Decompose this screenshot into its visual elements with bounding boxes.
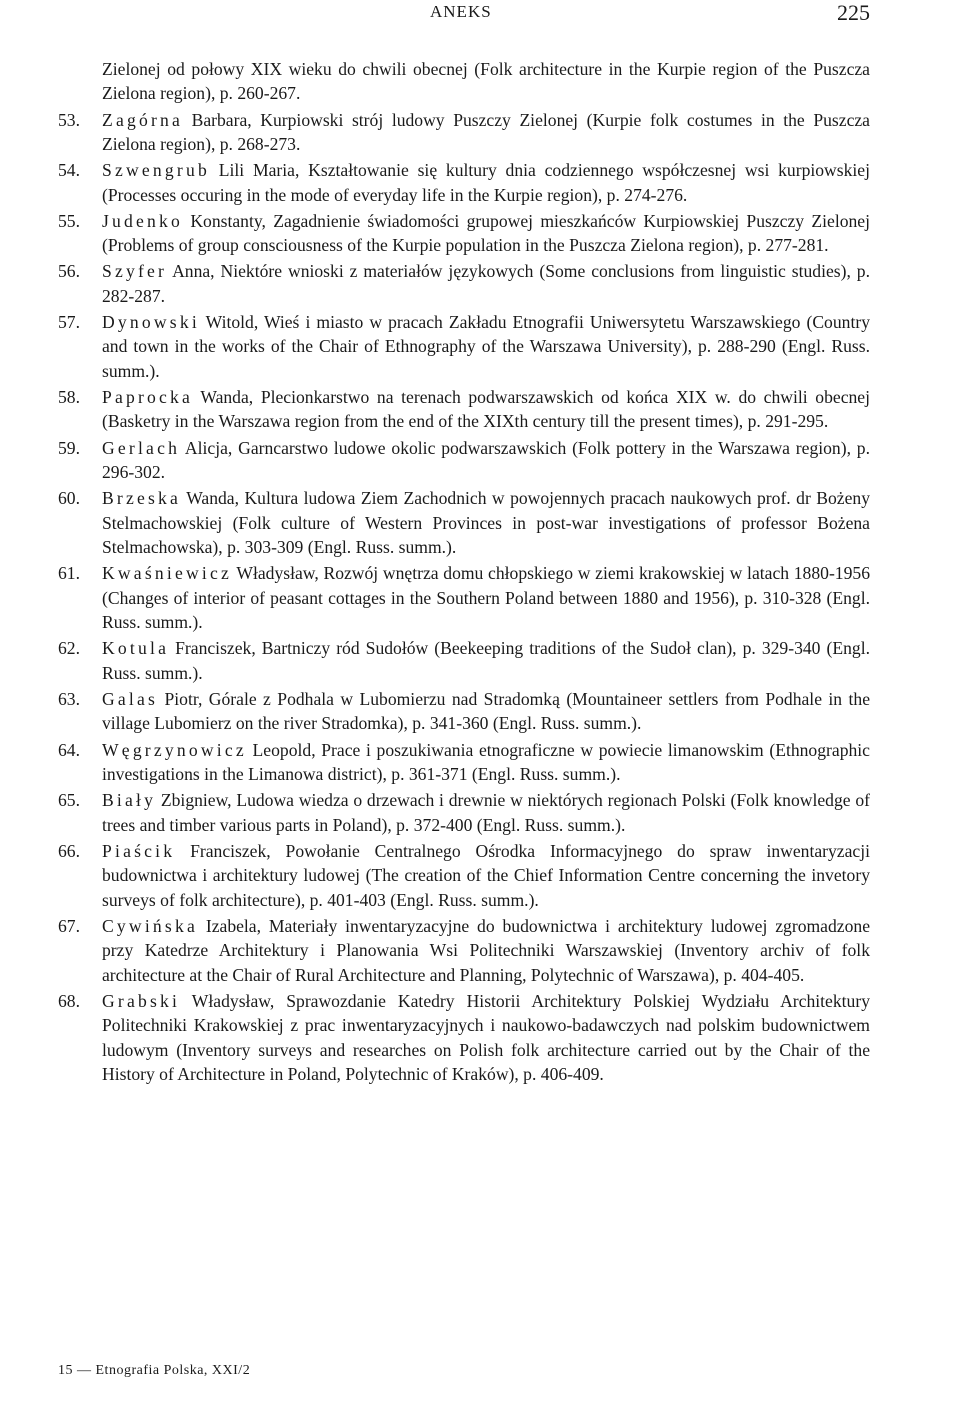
bibliography-entry: [58, 839, 870, 912]
entry-author: Brzeska: [102, 488, 182, 509]
entry-author: Kotula: [102, 638, 170, 659]
entry-author: Judenko: [102, 210, 184, 231]
bibliography-entry: [58, 436, 870, 485]
entry-text: Alicja, Garncarstwo ludowe okolic podwarszawskich (Folk pottery in the Warszawa region), p. 296-302.: [102, 437, 870, 483]
page-number: 225: [837, 0, 870, 25]
entry-number: 59.: [58, 437, 80, 458]
entry-author: Galas: [102, 688, 159, 709]
entry-text: Władysław, Sprawozdanie Katedry Historii Architektury Polskiej Wydziału Architektury Politechniki Krakowskiej z prac inwentaryzacyjnych i naukowo-badawczych nad polskim budownictwem ludowym (Inventory surveys and researches on Polish folk architecture carried out by the Chair of the History of Architecture in Poland, Polytechnic of Kraków), p. 406-409.: [102, 990, 870, 1084]
entry-author: Paprocka: [102, 387, 194, 408]
entry-number: 57.: [58, 312, 80, 333]
running-title: ANEKS: [430, 2, 492, 21]
entry-author: Piaścik: [102, 840, 176, 861]
bibliography-entry: [58, 989, 870, 1087]
entry-number: 60.: [58, 488, 80, 509]
entry-author: Biały: [102, 790, 157, 811]
entry-author: Grabski: [102, 990, 181, 1011]
bibliography-entry: [58, 687, 870, 736]
entry-author: Gerlach: [102, 437, 181, 458]
bibliography-entry: [58, 561, 870, 634]
entry-text: Witold, Wieś i miasto w pracach Zakładu Etnografii Uniwersytetu Warszawskiego (Country and town in the works of the Chair of Ethnography of the Warszawa University), p. 288-290 (Engl. Russ. summ.).: [102, 312, 870, 381]
page-footer: 15 — Etnografia Polska, XXI/2: [58, 1363, 251, 1378]
entry-text: Wanda, Plecionkarstwo na terenach podwarszawskich od końca XIX w. do chwili obecnej (Basketry in the Warszawa region from the end of the XIXth century till the present times), p. 291-295.: [102, 387, 870, 432]
entry-number: 65.: [58, 790, 80, 811]
bibliography-entry: [58, 108, 870, 157]
entry-number: 64.: [58, 739, 80, 760]
entry-number: 67.: [58, 915, 80, 936]
entry-text: Piotr, Górale z Podhala w Lubomierzu nad Stradomką (Mountaineer settlers from Podhale in the village Lubomierz on the river Stradomka), p. 341-360 (Engl. Russ. summ.).: [102, 688, 870, 734]
entry-text: Wanda, Kultura ludowa Ziem Zachodnich w powojennych pracach naukowych prof. dr Bożeny Stelmachowskiej (Folk culture of Western Provinces in post-war investigations of professor Bożena Stelmachowska), p. 303-309 (Engl. Russ. summ.).: [102, 488, 870, 558]
bibliography-entry: [58, 914, 870, 987]
entry-text: Franciszek, Powołanie Centralnego Ośrodka Informacyjnego do spraw inwentaryzacji budownictwa i architektury ludowej (The creation of the Chief Information Centre concerning the invetory surveys of folk architecture), p. 401-403 (Engl. Russ. summ.).: [102, 840, 870, 910]
bibliography-entry: [58, 209, 870, 258]
entry-number: 55.: [58, 210, 80, 231]
entry-text: Władysław, Rozwój wnętrza domu chłopskiego w ziemi krakowskiej w latach 1880-1956 (Changes of interior of peasant cottages in the Southern Poland between 1880 and 1956), p. 310-328 (Engl. Russ. summ.).: [102, 563, 870, 633]
entry-text: Zielonej od połowy XIX wieku do chwili obecnej (Folk architecture in the Kurpie region of the Puszcza Zielona region), p. 260-267.: [102, 59, 870, 104]
bibliography-entry: [58, 636, 870, 685]
bibliography-entry: [58, 385, 870, 434]
entry-author: Cywińska: [102, 915, 198, 936]
bibliography-entry: [58, 486, 870, 559]
entry-number: 66.: [58, 840, 80, 861]
entry-author: Szwengrub: [102, 160, 210, 181]
entry-author: Kwaśniewicz: [102, 563, 232, 584]
bibliography-list: [58, 57, 870, 1088]
entry-number: 62.: [58, 638, 80, 659]
page-header: [0, 0, 960, 30]
entry-author: Zagórna: [102, 109, 184, 130]
entry-author: Szyfer: [102, 261, 168, 282]
entry-text: Zbigniew, Ludowa wiedza o drzewach i drewnie w niektórych regionach Polski (Folk knowledge of trees and timber various parts in Poland), p. 372-400 (Engl. Russ. summ.).: [102, 790, 870, 835]
entry-text: Barbara, Kurpiowski strój ludowy Puszczy Zielonej (Kurpie folk costumes in the Puszcza Zielona region), p. 268-273.: [102, 109, 870, 155]
entry-number: 61.: [58, 563, 80, 584]
entry-author: Dynowski: [102, 312, 200, 333]
entry-number: 68.: [58, 990, 80, 1011]
entry-text: Konstanty, Zagadnienie świadomości grupowej mieszkańców Kurpiowskiej Puszczy Zielonej (Problems of group consciousness of the Kurpie population in the Puszcza Zielona region), p. 277-281.: [102, 210, 870, 256]
bibliography-entry: [58, 788, 870, 837]
entry-number: 53.: [58, 109, 80, 130]
entry-number: 63.: [58, 688, 80, 709]
bibliography-entry: [58, 310, 870, 383]
entry-number: 56.: [58, 261, 80, 282]
entry-text: Franciszek, Bartniczy ród Sudołów (Beekeeping traditions of the Sudoł clan), p. 329-340 (Engl. Russ. summ.).: [102, 638, 870, 683]
entry-author: Węgrzynowicz: [102, 739, 247, 760]
entry-text: Izabela, Materiały inwentaryzacyjne do budownictwa i architektury ludowej zgromadzone przy Katedrze Architektury i Planowania Wsi Politechniki Warszawskiej (Inventory archiv of folk architecture at the Chair of Rural Architecture and Planning, Polytechnic of Warszawa), p. 404-405.: [102, 915, 870, 985]
bibliography-entry: [58, 738, 870, 787]
entry-number: 58.: [58, 387, 80, 408]
entry-text: Lili Maria, Kształtowanie się kultury dnia codziennego współczesnej wsi kurpiowskiej (Processes occuring in the mode of everyday life in the Kurpie region), p. 274-276.: [102, 160, 870, 205]
bibliography-entry: [58, 259, 870, 308]
bibliography-entry: [58, 57, 870, 106]
entry-text: Leopold, Prace i poszukiwania etnograficzne w powiecie limanowskim (Ethnographic investigations in the Limanowa district), p. 361-371 (Engl. Russ. summ.).: [102, 739, 870, 784]
entry-text: Anna, Niektóre wnioski z materiałów językowych (Some conclusions from linguistic studies), p. 282-287.: [102, 261, 870, 306]
entry-number: 54.: [58, 160, 80, 181]
bibliography-entry: [58, 158, 870, 207]
